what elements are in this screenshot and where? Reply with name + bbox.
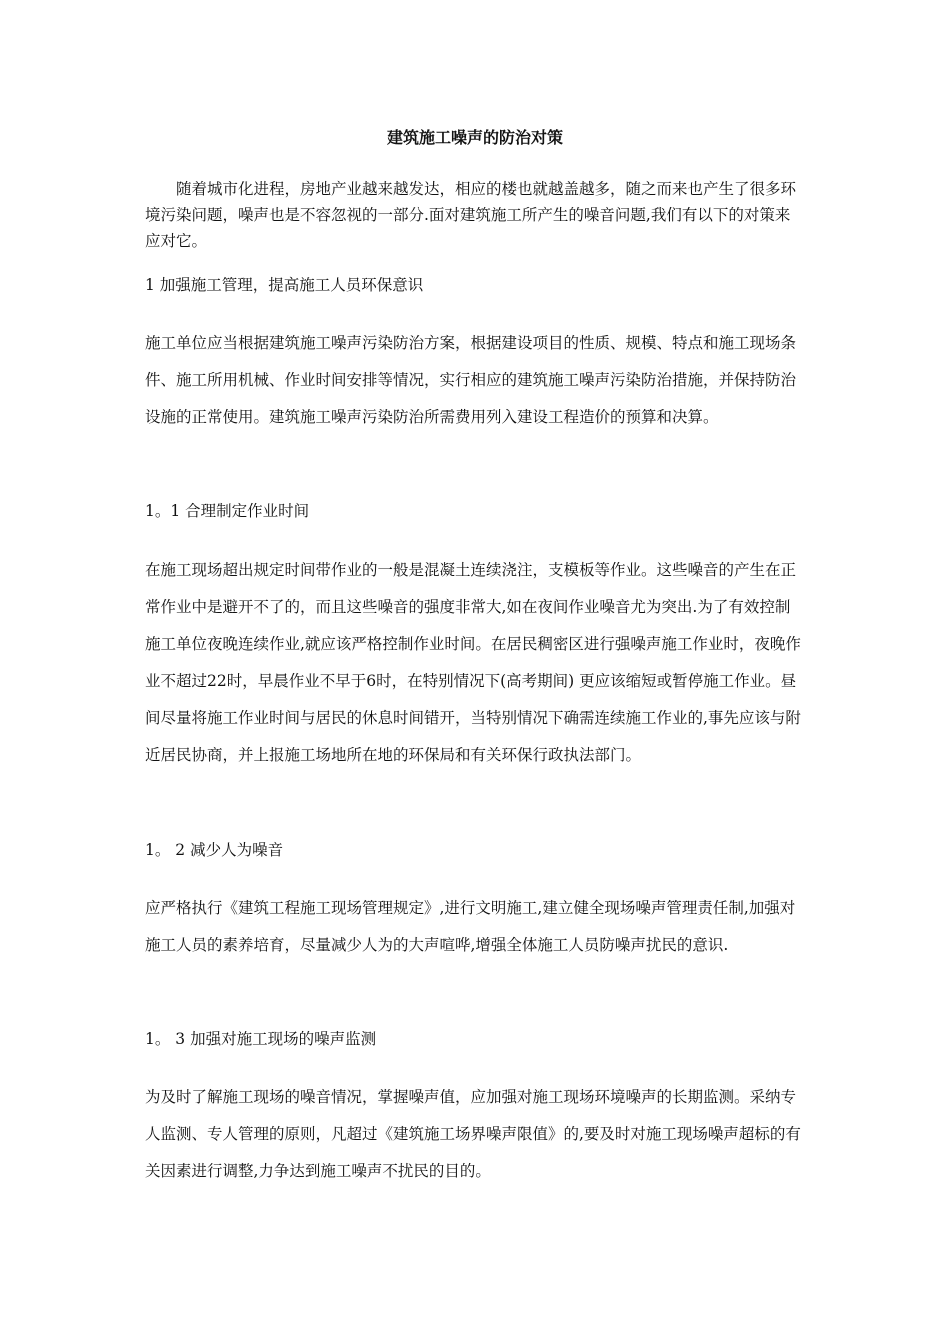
section-heading-1-2: 1。 2 减少人为噪音 xyxy=(145,841,284,859)
section-body-1: 施工单位应当根据建筑施工噪声污染防治方案，根据建设项目的性质、规模、特点和施工现场条件、施工所用机械、作业时间安排等情况，实行相应的建筑施工噪声污染防治措施，并保持防治设施的正常使用。建筑施工噪声污染防治所需费用列入建设工程造价的预算和决算。 xyxy=(145,334,797,426)
section-body-1-3: 为及时了解施工现场的噪音情况，掌握噪声值，应加强对施工现场环境噪声的长期监测。采纳专人监测、专人管理的原则，凡超过《建筑施工场界噪声限值》的,要及时对施工现场噪声超标的有关因素进行调整,力争达到施工噪声不扰民的目的。 xyxy=(145,1088,801,1180)
section-heading-1: 1 加强施工管理，提高施工人员环保意识 xyxy=(145,276,424,294)
section-heading-1-3: 1。 3 加强对施工现场的噪声监测 xyxy=(145,1030,377,1048)
section-heading-1-1: 1。1 合理制定作业时间 xyxy=(145,502,310,520)
document-title: 建筑施工噪声的防治对策 xyxy=(386,128,563,147)
section-body-1-1: 在施工现场超出规定时间带作业的一般是混凝土连续浇注，支模板等作业。这些噪音的产生在正常作业中是避开不了的，而且这些噪音的强度非常大,如在夜间作业噪音尤为突出.为了有效控制施工单位夜晚连续作业,就应该严格控制作业时间。在居民稠密区进行强噪声施工作业时，夜晚作业不超过22时，早晨作业不早于6时，在特别情况下(高考期间) 更应该缩短或暂停施工作业。昼间尽量将施工作业时间与居民的休息时间错开，当特别情况下确需连续施工作业的,事先应该与附近居民协商，并上报施工场地所在地的环保局和有关环保行政执法部门。 xyxy=(145,561,801,764)
intro-paragraph: 随着城市化进程，房地产业越来越发达，相应的楼也就越盖越多，随之而来也产生了很多环境污染问题，噪声也是不容忽视的一部分.面对建筑施工所产生的噪音问题,我们有以下的对策来应对它。 xyxy=(145,180,797,250)
section-body-1-2: 应严格执行《建筑工程施工现场管理规定》,进行文明施工,建立健全现场噪声管理责任制,加强对施工人员的素养培育，尽量减少人为的大声喧哗,增强全体施工人员防噪声扰民的意识. xyxy=(145,899,796,954)
